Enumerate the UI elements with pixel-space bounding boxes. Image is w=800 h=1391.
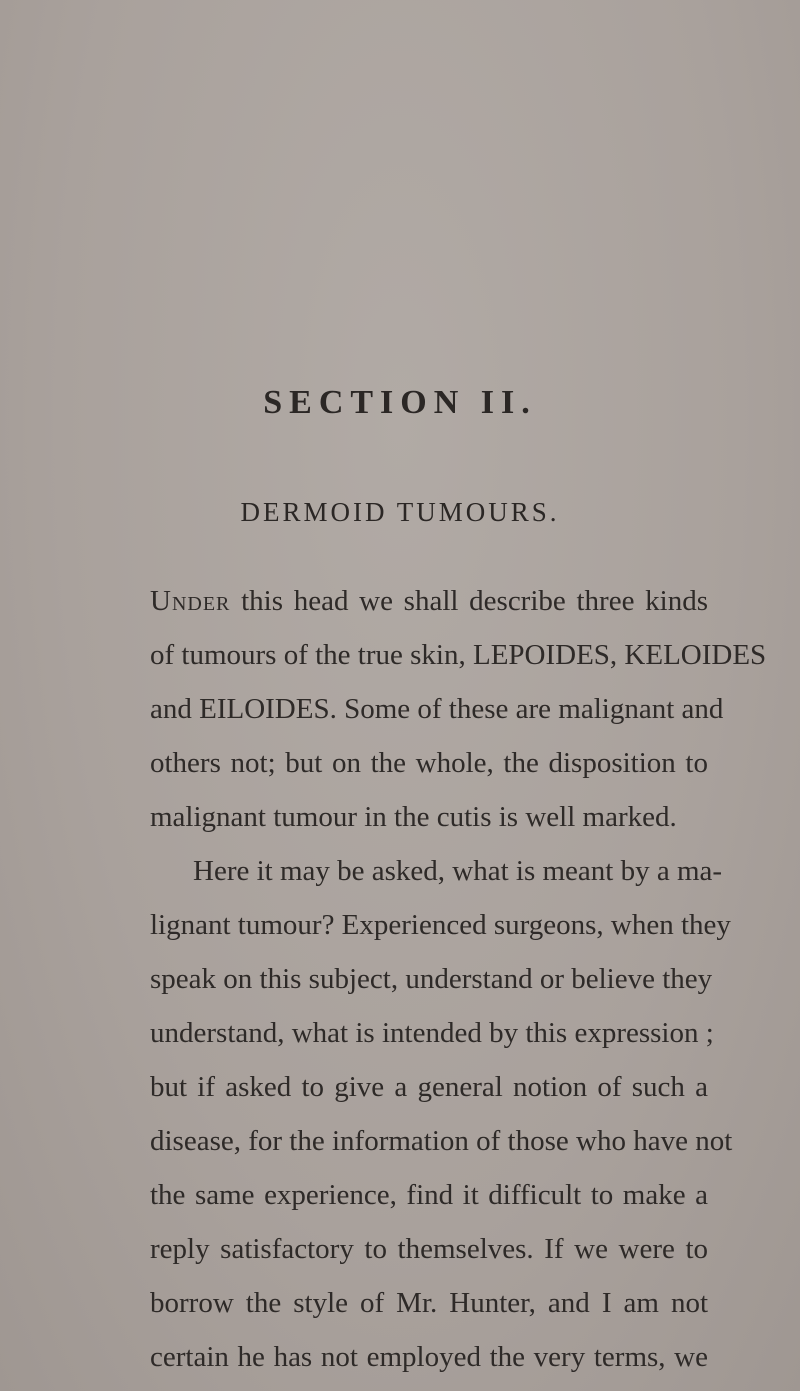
drop-word: Under (150, 585, 231, 617)
text-line: Here it may be asked, what is meant by a ma- (193, 855, 723, 887)
text-line: disease, for the information of those who have not (150, 1125, 733, 1157)
text-line: reply satisfactory to themselves. If we were to (150, 1233, 708, 1265)
text-line: understand, what is intended by this expression ; (150, 1017, 714, 1049)
text-line: speak on this subject, understand or believe they (150, 963, 713, 995)
text-line: lignant tumour? Experienced surgeons, when they (150, 909, 731, 941)
text-line: and EILOIDES. Some of these are malignant and (150, 693, 724, 725)
text-line: borrow the style of Mr. Hunter, and I am not (150, 1287, 708, 1319)
text-line: but if asked to give a general notion of such a (150, 1071, 708, 1103)
text-line: the same experience, find it difficult to make a (150, 1179, 708, 1211)
body-text (150, 574, 767, 1384)
text-line: certain he has not employed the very terms, we (150, 1341, 708, 1373)
text-line: others not; but on the whole, the disposition to (150, 747, 708, 779)
text-line (150, 574, 708, 628)
chapter-heading: DERMOID TUMOURS. (240, 497, 560, 527)
section-heading: SECTION II. (263, 384, 537, 421)
text-line: of tumours of the true skin, LEPOIDES, KELOIDES (150, 639, 767, 671)
line-text: this head we shall describe three kinds (230, 585, 708, 617)
text-line: malignant tumour in the cutis is well marked. (150, 801, 677, 833)
